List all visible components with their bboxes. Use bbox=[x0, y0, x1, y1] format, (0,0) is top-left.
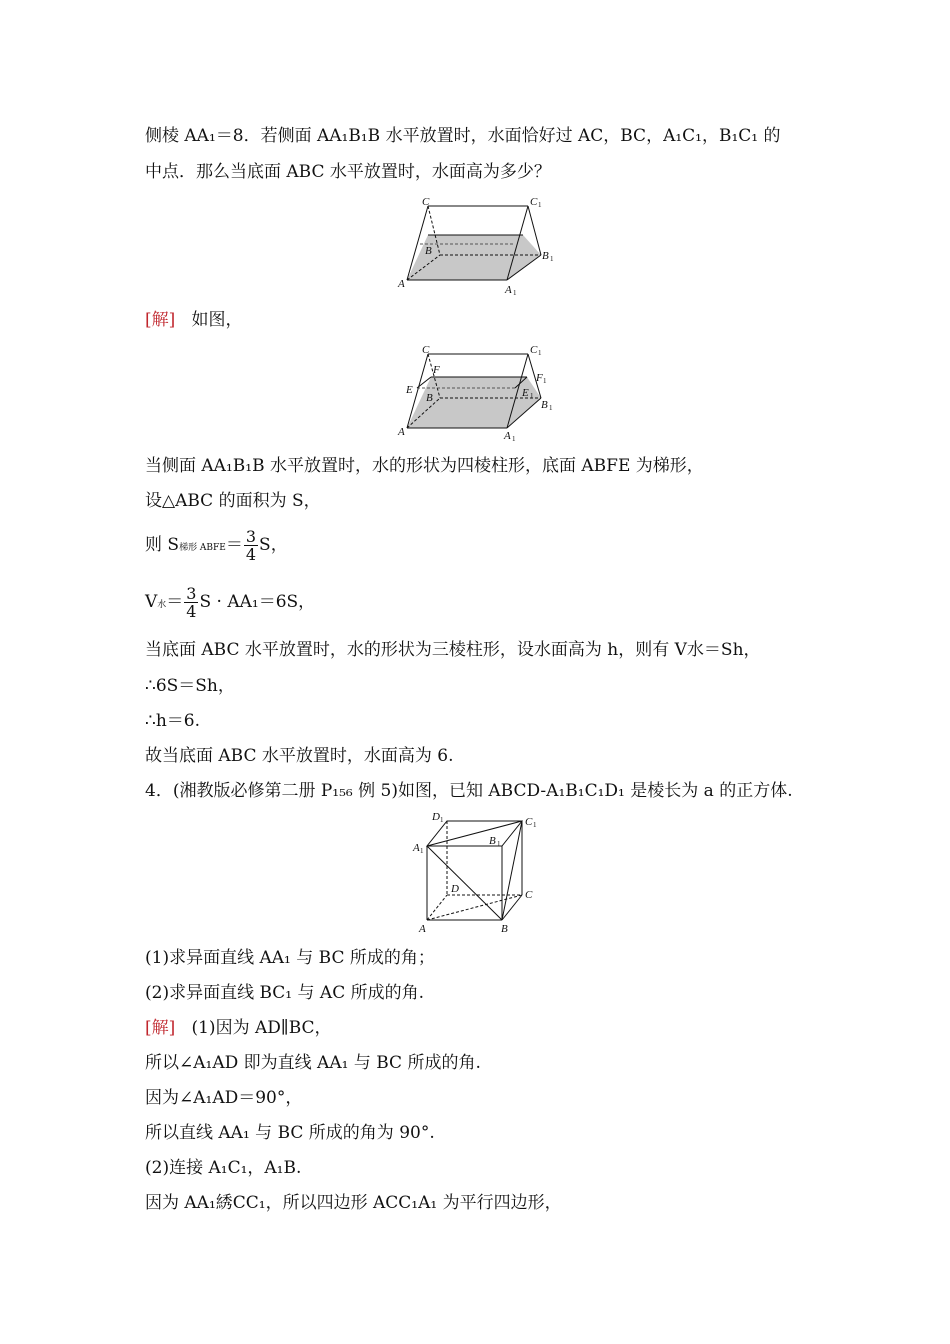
solution-text-line-8: ∴6S＝Sh， bbox=[145, 676, 235, 696]
label-B1: B bbox=[542, 250, 549, 262]
label-F: F bbox=[433, 364, 440, 376]
label-A1: A bbox=[505, 284, 512, 296]
problem-text-line-1: 侧棱 AA₁＝8．若侧面 AA₁B₁B 水平放置时，水面恰好过 AC，BC，A₁C₁，B₁C₁ 的 bbox=[145, 126, 781, 146]
label-B: B bbox=[426, 392, 433, 404]
solution-1-text: 如图， bbox=[191, 310, 243, 330]
svg-text:1: 1 bbox=[497, 840, 501, 848]
label-E1: E bbox=[522, 387, 529, 399]
svg-text:1: 1 bbox=[543, 377, 547, 385]
svg-text:1: 1 bbox=[513, 289, 517, 297]
solution-2-line bbox=[145, 1017, 332, 1039]
solution-tag-2: [解] bbox=[145, 1018, 176, 1038]
label-A: A bbox=[398, 278, 405, 290]
label-C1: C bbox=[530, 196, 538, 208]
question-2: (2)求异面直线 BC₁ 与 AC 所成的角. bbox=[145, 983, 425, 1003]
label-C1: C bbox=[525, 816, 533, 828]
label-D: D bbox=[451, 883, 459, 895]
svg-text:1: 1 bbox=[549, 404, 553, 412]
svg-text:1: 1 bbox=[538, 201, 542, 209]
cube-figure bbox=[410, 808, 545, 936]
solution-text-line-3: 当侧面 AA₁B₁B 水平放置时，水的形状为四棱柱形，底面 ABFE 为梯形， bbox=[145, 456, 704, 476]
label-D1: D bbox=[432, 811, 440, 823]
fraction-three-quarters: $\frac{3}{4}$ bbox=[245, 527, 257, 564]
label-A: A bbox=[419, 923, 426, 935]
solution-text-line-16: 所以直线 AA₁ 与 BC 所成的角为 90°. bbox=[145, 1123, 435, 1143]
label-A: A bbox=[398, 426, 405, 438]
solution-text-line-10: 故当底面 ABC 水平放置时，水面高为 6. bbox=[145, 746, 454, 766]
solution-1-line bbox=[145, 309, 242, 331]
label-C: C bbox=[422, 196, 430, 208]
svg-text:1: 1 bbox=[440, 816, 444, 824]
svg-text:1: 1 bbox=[533, 821, 537, 829]
svg-text:1: 1 bbox=[530, 392, 534, 400]
fraction-three-quarters-2: $\frac{3}{4}$ bbox=[186, 584, 197, 621]
label-B: B bbox=[501, 923, 508, 935]
formula-trapezoid-area: 则 S梯形 ABFE＝ $\frac{3}{4}$ S， bbox=[145, 527, 288, 564]
prism-figure-2 bbox=[395, 338, 560, 446]
label-A1: A bbox=[504, 430, 511, 442]
problem-4-statement: 4．(湘教版必修第二册 P₁₅₆ 例 5)如图，已知 ABCD-A₁B₁C₁D₁ 是棱长为 a 的正方体. bbox=[145, 781, 793, 801]
solution-text-line-17: (2)连接 A₁C₁，A₁B. bbox=[145, 1158, 302, 1178]
svg-text:1: 1 bbox=[538, 349, 542, 357]
svg-text:1: 1 bbox=[550, 255, 554, 263]
label-E: E bbox=[406, 384, 413, 396]
solution-text-line-7: 当底面 ABC 水平放置时，水的形状为三棱柱形，设水面高为 h，则有 V水＝Sh， bbox=[145, 640, 761, 660]
svg-text:1: 1 bbox=[512, 435, 516, 443]
solution-text-line-4: 设△ABC 的面积为 S， bbox=[145, 491, 321, 511]
label-B: B bbox=[425, 245, 432, 257]
label-F1: F bbox=[536, 372, 543, 384]
solution-text-line-9: ∴h＝6. bbox=[145, 711, 200, 731]
prism-figure-1 bbox=[395, 192, 560, 298]
svg-text:1: 1 bbox=[420, 847, 424, 855]
formula-water-volume: V水＝ $\frac{3}{4}$ S · AA₁＝6S， bbox=[145, 584, 316, 621]
solution-tag: [解] bbox=[145, 310, 176, 330]
label-C: C bbox=[525, 889, 533, 901]
solution-text-line-15: 因为∠A₁AD＝90°， bbox=[145, 1088, 303, 1108]
label-C: C bbox=[422, 344, 430, 356]
question-1: (1)求异面直线 AA₁ 与 BC 所成的角； bbox=[145, 948, 435, 968]
solution-text-line-18: 因为 AA₁綉CC₁，所以四边形 ACC₁A₁ 为平行四边形， bbox=[145, 1193, 562, 1213]
label-A1: A bbox=[413, 842, 420, 854]
solution-text-line-14: 所以∠A₁AD 即为直线 AA₁ 与 BC 所成的角. bbox=[145, 1053, 481, 1073]
solution-2-text: (1)因为 AD∥BC， bbox=[191, 1018, 332, 1038]
label-C1: C bbox=[530, 344, 538, 356]
label-B1: B bbox=[489, 835, 496, 847]
problem-text-line-2: 中点．那么当底面 ABC 水平放置时，水面高为多少？ bbox=[145, 162, 551, 182]
label-B1: B bbox=[541, 399, 548, 411]
